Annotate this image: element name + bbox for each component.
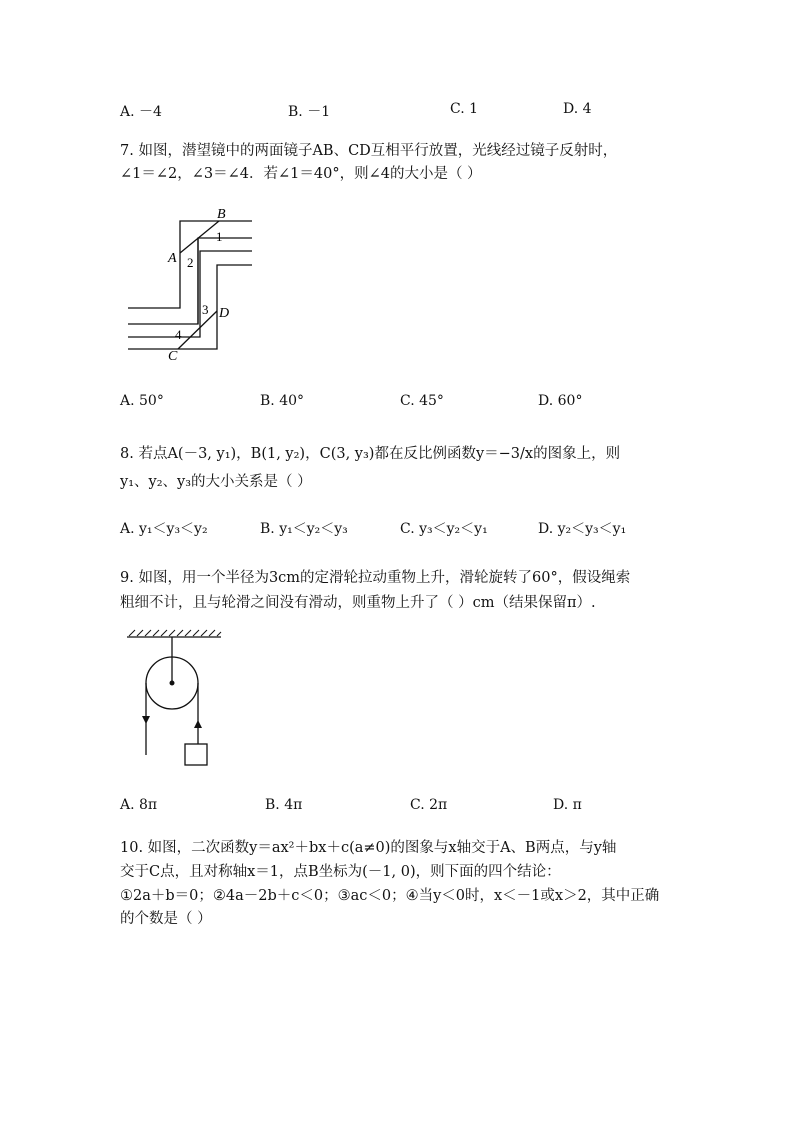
pulley-figure [125, 628, 225, 770]
q7-option-a: A. 50° [120, 393, 164, 409]
q8-stem-line-1: 8. 若点A(－3, y₁)，B(1, y₂)，C(3, y₃)都在反比例函数y＝−3/x的图象上，则 [120, 446, 621, 462]
q7-stem-line-1: 7. 如图，潜望镜中的两面镜子AB、CD互相平行放置，光线经过镜子反射时， [120, 143, 618, 159]
q9-stem-line-1: 9. 如图，用一个半径为3cm的定滑轮拉动重物上升，滑轮旋转了60°，假设绳索 [120, 570, 631, 586]
q8-option-a: A. y₁＜y₃＜y₂ [120, 521, 208, 537]
q9-stem-line-2: 粗细不计，且与轮滑之间没有滑动，则重物上升了（ ）cm（结果保留π）. [120, 595, 596, 611]
label-c: C [168, 349, 178, 364]
q8-stem-line-2: y₁、y₂、y₃的大小关系是（ ） [120, 474, 312, 490]
q6-option-d: D. 4 [563, 101, 592, 117]
q10-stem-line-4: 的个数是（ ） [120, 911, 212, 927]
label-b: B [217, 207, 226, 222]
q7-option-b: B. 40° [260, 393, 305, 409]
q8-option-b: B. y₁＜y₂＜y₃ [260, 521, 348, 537]
label-a: A [168, 251, 177, 266]
label-d: D [219, 306, 230, 321]
q7-option-c: C. 45° [400, 393, 444, 409]
q8-option-d: D. y₂＜y₃＜y₁ [538, 521, 627, 537]
q10-stem-line-1: 10. 如图，二次函数y＝ax²＋bx＋c(a≠0)的图象与x轴交于A、B两点，与y轴 [120, 840, 617, 856]
q9-option-d: D. π [553, 797, 582, 813]
q9-option-c: C. 2π [410, 797, 448, 813]
q10-stem-line-2: 交于C点，且对称轴x＝1，点B坐标为(－1, 0)，则下面的四个结论： [120, 864, 561, 880]
q6-option-b: B. －1 [288, 104, 331, 120]
angle-2-label: 2 [187, 255, 194, 270]
q10-stem-line-3: ①2a＋b＝0；②4a－2b＋c＜0；③ac＜0；④当y＜0时，x＜－1或x＞2，其中正确 [120, 888, 660, 904]
q6-option-a: A. －4 [120, 104, 162, 120]
angle-4-label: 4 [175, 327, 182, 342]
q7-stem-line-2: ∠1＝∠2，∠3＝∠4．若∠1＝40°，则∠4的大小是（ ） [120, 166, 482, 182]
q9-option-b: B. 4π [265, 797, 303, 813]
q7-option-d: D. 60° [538, 393, 583, 409]
angle-3-label: 3 [202, 302, 209, 317]
q9-option-a: A. 8π [120, 797, 158, 813]
q8-option-c: C. y₃＜y₂＜y₁ [400, 521, 488, 537]
periscope-figure [120, 200, 270, 370]
q6-option-c: C. 1 [450, 101, 479, 117]
angle-1-label: 1 [216, 229, 223, 244]
